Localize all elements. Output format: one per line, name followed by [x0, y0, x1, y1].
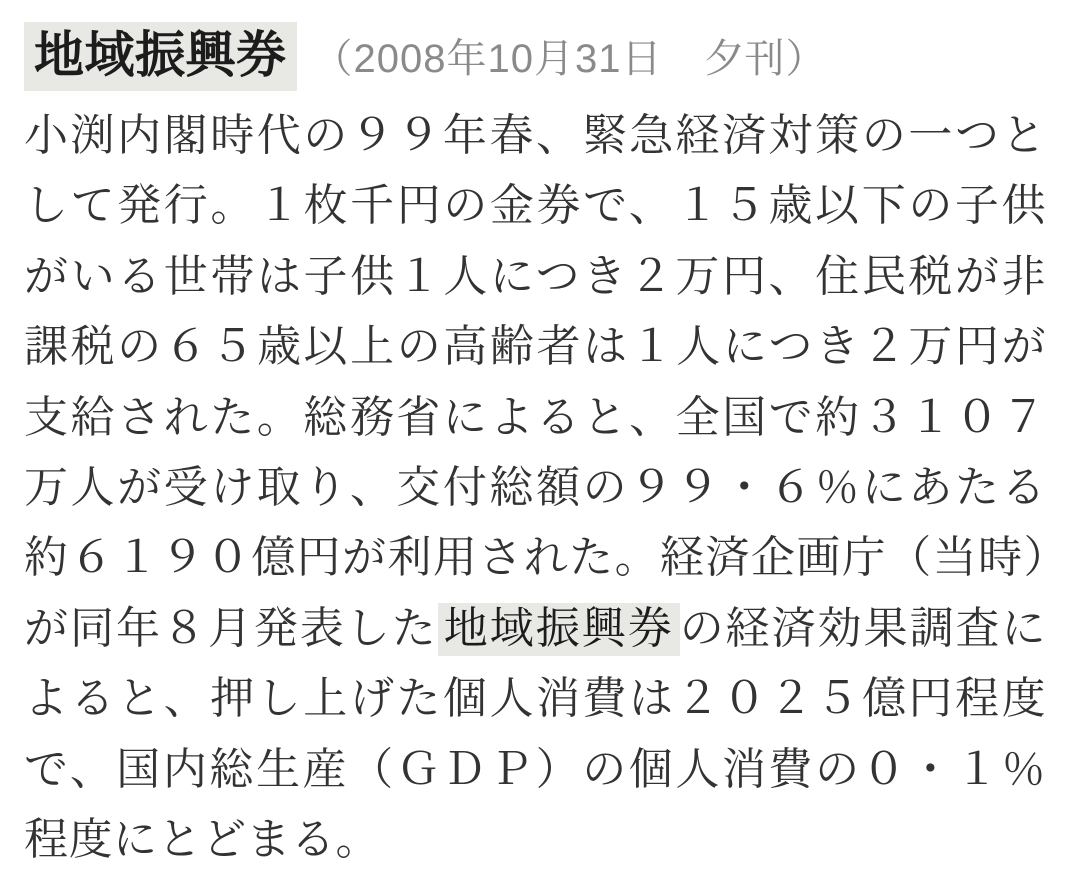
body-text-part-1: 小渕内閣時代の９９年春、緊急経済対策の一つとして発行。１枚千円の金券で、１５歳以下の子供がいる世帯は子供１人につき２万円、住民税が非課税の６５歳以上の高齢者は１人につき２万円が支給された。総務省によると、全国で約３１０７万人が受け取り、交付総額の９９・６％にあたる約６１９０億円が利用された。経済企画庁（当時）が同年８月発表した — [24, 111, 1046, 653]
article-headline — [24, 22, 1050, 91]
headline-date-edition: （2008年10月31日 夕刊） — [312, 37, 827, 81]
body-inline-term: 地域振興券 — [438, 603, 680, 656]
article-body — [24, 101, 1050, 875]
body-text-part-2: の経済効果調査によると、押し上げた個人消費は２０２５億円程度で、国内総生産（ＧＤＰ）の個人消費の０・１％程度にとどまる。 — [24, 603, 1047, 864]
headline-term: 地域振興券 — [24, 22, 297, 91]
